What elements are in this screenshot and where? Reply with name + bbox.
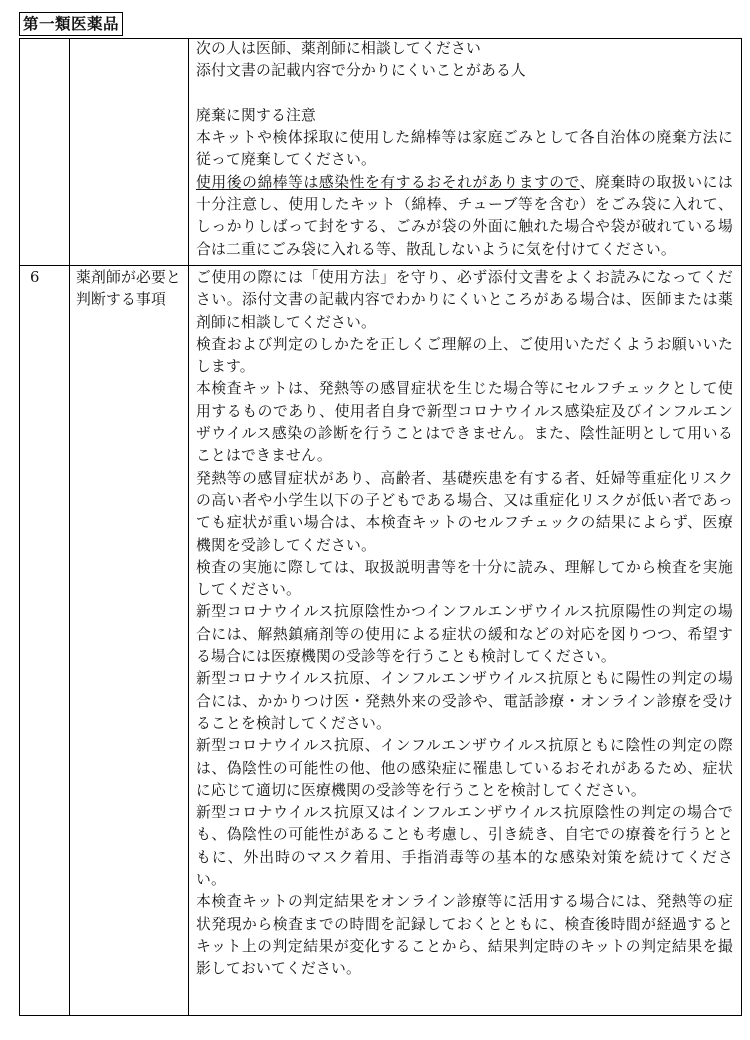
paragraph: 新型コロナウイルス抗原、インフルエンザウイルス抗原ともに陰性の判定の際は、偽陰性の可能性の他、他の感染症に罹患しているおそれがあるため、症状に応じて適切に医療機関の受診等を行うことを検討してください。 [196,737,733,799]
row-number: 6 [30,269,40,286]
paragraph: 検査および判定のしかたを正しくご理解の上、ご使用いただくようお願いいたします。 [196,335,733,376]
row-2-content [196,267,733,981]
paragraph: 新型コロナウイルス抗原、インフルエンザウイルス抗原ともに陽性の判定の場合には、かかりつけ医・発熱外来の受診や、電話診療・オンライン診療を受けることを検討してください。 [196,670,733,732]
paragraph: ご使用の際には「使用方法」を守り、必ず添付文書をよくお読みになってください。添付文書の記載内容でわかりにくいところがある場合は、医師または薬剤師に相談してください。 [196,269,733,331]
paragraph: 新型コロナウイルス抗原陰性かつインフルエンザウイルス抗原陽性の判定の場合には、解熱鎮痛剤等の使用による症状の緩和などの対応を図りつつ、希望する場合には医療機関の受診等を行うことも検討してください。 [196,603,733,666]
precautions-table [19,38,742,1016]
paragraph: 新型コロナウイルス抗原又はインフルエンザウイルス抗原陰性の判定の場合でも、偽陰性の可能性があることも考慮し、引き続き、自宅での療養を行うとともに、外出時のマスク着用、手指消毒等の基本的な感染対策を続けてください。 [196,804,733,889]
column-divider [69,39,70,1015]
column-divider [188,39,189,1015]
row-1-content [196,38,733,261]
row-heading: 薬剤師が必要と判断する事項 [76,269,181,309]
paragraph: 本検査キットは、発熱等の感冒症状を生じた場合等にセルフチェックとして使用するものであり、使用者自身で新型コロナウイルス感染症及びインフルエンザウイルス感染の診断を行うことはできません。また、陰性証明として用いることはできません。 [196,380,733,465]
paragraph: 本検査キットの判定結果をオンライン診療等に活用する場合には、発熱等の症状発現から検査までの時間を記録しておくとともに、検査後時間が経過するとキット上の判定結果が変化することから、結果判定時のキットの判定結果を撮影しておいてください。 [196,893,733,978]
paragraph: 発熱等の感冒症状があり、高齢者、基礎疾患を有する者、妊婦等重症化リスクの高い者や小学生以下の子どもである場合、又は重症化リスクが低い者であっても症状が重い場合は、本検査キットのセルフチェックの結果によらず、医療機関を受診してください。 [196,469,733,554]
paragraph: 検査の実施に際しては、取扱説明書等を十分に読み、理解してから検査を実施してください。 [196,558,733,599]
infection-rest: 、廃棄時の取扱いには十分注意し、使用したキット（綿棒、チューブ等を含む）をごみ袋に入れて、しっかりしばって封をする、ごみが袋の外面に触れた場合や袋が破れている場合は二重にごみ袋に入れる等、散乱しないように気を付けてください。 [196,173,733,258]
drug-class-badge: 第一類医薬品 [19,12,123,36]
infection-notice [196,172,733,261]
row-divider [20,265,741,266]
consult-item: 添付文書の記載内容で分かりにくいことがある人 [196,62,526,80]
infection-underlined: 使用後の綿棒等は感染性を有するおそれがありますので [196,173,580,191]
disposal-heading: 廃棄に関する注意 [196,106,316,124]
consult-heading: 次の人は医師、薬剤師に相談してください [196,40,481,57]
disposal-text: 本キットや検体採取に使用した綿棒等は家庭ごみとして各自治体の廃棄方法に従って廃棄してください。 [196,129,733,169]
